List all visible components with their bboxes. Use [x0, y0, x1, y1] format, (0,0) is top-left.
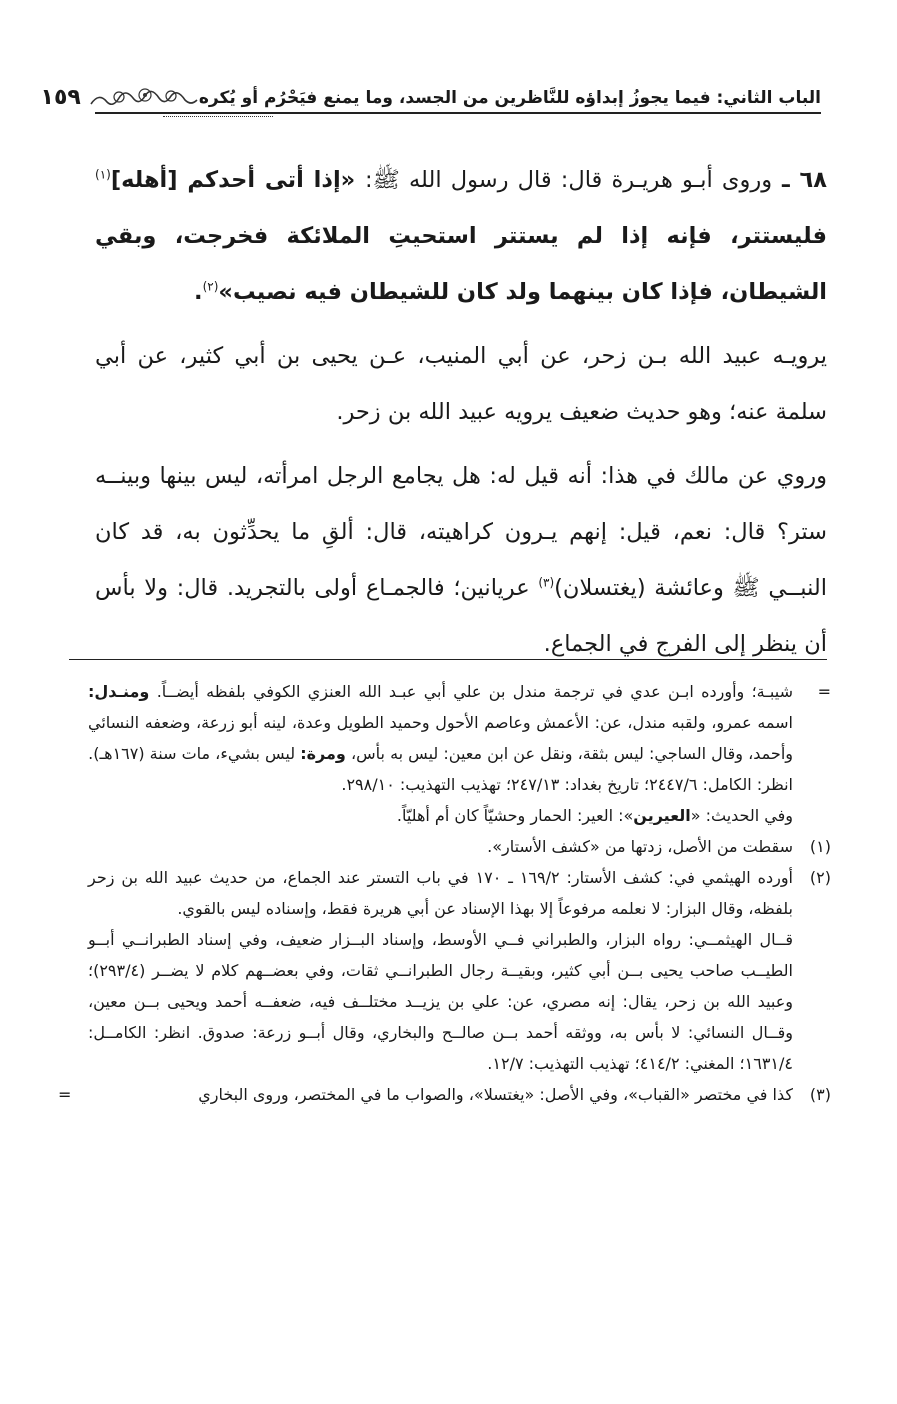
malik-paragraph — [95, 448, 827, 672]
hadith-number: ٦٨ ـ — [781, 167, 827, 193]
footnote-2 — [88, 862, 831, 924]
malik-text-1: وروي عن مالك في هذا: أنه قيل له: هل يجامع الرجل امرأته، ليس بينها وبينــه ستر؟ قال: نعم، قيل: إنهم يـرون كراهيته، قال: ألقِ ما يحدِّثون به، قد كان النبــي ﷺ وعائشة (يغتسلان) — [95, 463, 827, 601]
hadith-end: . — [194, 279, 203, 305]
footnote-1-text: سقطت من الأصل، زدتها من «كشف الأستار». — [487, 837, 793, 856]
label-marra: ومرة: — [300, 744, 346, 763]
main-text — [95, 152, 827, 680]
continuation-text-2: اسمه عمرو، ولقبه مندل، عن: الأعمش وعاصم الأحول وحميد الطويل وعدة، لينه أبو زرعة، وضعفه النسائي وأحمد، وقال الساجي: ليس بثقة، ونقل عن ابن معين: ليس به بأس، — [88, 713, 793, 763]
footnote-3-marker: (٣) — [809, 1085, 831, 1104]
label-mandal: ومنـدل: — [88, 682, 150, 701]
footnote-2-text: أورده الهيثمي في: كشف الأستار: ١٦٩/٢ ـ ١٧٠ في باب التستر عند الجماع، من حديث عبيد الله بن زحر بلفظه، وقال البزار: لا نعلمه مرفوعاً إلا بهذا الإسناد عن أبي هريرة فقط، وإسناده ليس بالقوي. — [88, 868, 794, 918]
hadith-text-2: فليستتر، فإنه إذا لم يستتر استحيتِ الملائكة فخرجت، وبقي الشيطان، فإذا كان بينهما ولد كان للشيطان فيه نصيب» — [95, 223, 827, 305]
continuation-hadith-note — [88, 800, 831, 831]
ornament-dotted-line — [163, 116, 273, 117]
continuation-text-1: شيبـة؛ وأورده ابـن عدي في ترجمة مندل بن علي أبي عبـد الله العنزي الكوفي بلفظه أيضــاً. — [156, 682, 793, 701]
header-page-area — [41, 84, 199, 112]
footnote-ref-1[interactable]: (١) — [95, 167, 111, 182]
ornament-icon — [89, 84, 199, 110]
hadith-intro: وروى أبـو هريـرة قال: قال رسول الله ﷺ: — [365, 167, 773, 193]
footnote-3-continues: = — [58, 1085, 72, 1104]
page-number: ١٥٩ — [40, 85, 81, 110]
hadith-text-1: «إذا أتى أحدكم [أهله] — [110, 167, 356, 193]
footnote-ref-2[interactable]: (٢) — [202, 279, 219, 294]
malik-text-2: عريانين؛ فالجمـاع أولى بالتجريد. قال: ولا بأس أن ينظر إلى الفرج في الجماع. — [95, 575, 827, 657]
running-header — [40, 72, 821, 114]
hadith-paragraph — [95, 152, 827, 320]
footnote-3 — [58, 1079, 831, 1110]
continuation-text-3: ليس بشيء، مات سنة (١٦٧هـ). — [88, 744, 296, 763]
chapter-title: الباب الثاني: فيما يجوزُ إبداؤه للنَّاظرين من الجسد، وما يمنع فيَحْرُم أو يُكره — [198, 88, 821, 108]
continuation-marker: = — [817, 682, 831, 701]
hadith-note-word: العيرين — [633, 806, 691, 825]
footnote-2-text-b: قــال الهيثمــي: رواه البزار، والطبراني فــي الأوسط، وإسناد البــزار ضعيف، وفي إسناد الطبرانــي أبــو الطيــب صاحب يحيى بــن أبي كثير، وبقيــة رجال الطبرانــي ثقات، وفي بعضــهم كلام لا يضــر (٢٩٣/٤)؛ وعبيد الله بن زحر، يقال: إنه مصري، عن: علي بن يزيــد مختلــف فيه، ضعفــه أحمد ويحيى بــن معين، وقــال النسائي: لا بأس به، ووثقه أحمد بــن صالــح والبخاري، وقال أبــو زرعة: صدوق. انظر: الكامــل: ١٦٣١/٤؛ المغني: ٤١٤/٢؛ تهذيب التهذيب: ١٢/٧. — [88, 930, 793, 1073]
footnote-divider — [69, 659, 827, 660]
narration-paragraph: يرويـه عبيد الله بـن زحر، عن أبي المنيب، عـن يحيى بن أبي كثير، عن أبي سلمة عنه؛ وهو حديث ضعيف يرويه عبيد الله بن زحر. — [95, 343, 827, 425]
footnote-1 — [88, 831, 831, 862]
hadith-note-1: وفي الحديث: « — [690, 806, 793, 825]
footnote-1-marker: (١) — [809, 837, 831, 856]
hadith-note-2: »: العير: الحمار وحشيّاً كان أم أهليّاً. — [396, 806, 634, 825]
footnotes — [58, 676, 831, 1110]
footnote-ref-3[interactable]: (٣) — [538, 575, 555, 590]
footnote-2-marker: (٢) — [809, 868, 831, 887]
footnote-continuation — [88, 676, 831, 769]
continuation-sources: انظر: الكامل: ٢٤٤٧/٦؛ تاريخ بغداد: ٢٤٧/١٣؛ تهذيب التهذيب: ٢٩٨/١٠. — [341, 775, 793, 794]
footnote-3-text: كذا في مختصر «القباب»، وفي الأصل: «يغتسلا»، والصواب ما في المختصر، وروى البخاري — [198, 1085, 793, 1104]
